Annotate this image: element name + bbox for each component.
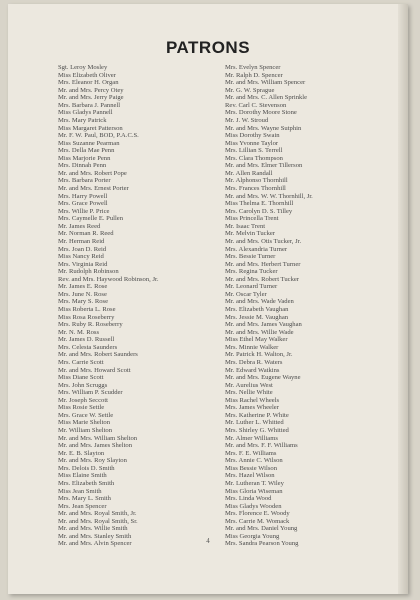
patron-name: Mr. Ralph D. Spencer — [225, 71, 283, 79]
patron-name: Mr. and Mrs. C. Allen Sprinkle — [225, 94, 308, 102]
patron-name: Mr. Alphonso Thornhill — [225, 177, 288, 185]
patron-name: Mr. Herman Reid — [58, 237, 105, 245]
patron-name: Mr. and Mrs. F. F. Williams — [225, 442, 298, 450]
patron-name: Mr. William Shelton — [58, 427, 113, 434]
patron-name: Mrs. Barbara J. Pannell — [58, 101, 121, 109]
patron-name: Miss Gladys Wooden — [225, 502, 282, 510]
patron-name: Mr. and Mrs. James Vaughan — [225, 321, 302, 329]
patron-name: Mrs. Elizabeth Smith — [58, 479, 115, 487]
patron-name: Mr. and Mrs. Herbert Turner — [225, 260, 301, 268]
patron-name: Mr. Edward Watkins — [225, 366, 280, 374]
patron-name: Mr. Patrick H. Walton, Jr. — [225, 351, 293, 359]
patron-name: Mrs. Willie P. Price — [58, 207, 110, 215]
patron-name: Mr. and Mrs. Stanley Smith — [58, 532, 132, 540]
patron-name: Miss Margaret Patterson — [58, 124, 123, 132]
patron-name: Mr. Lutheran T. Wiley — [225, 479, 284, 487]
patron-name: Miss Suzanne Pearman — [58, 139, 120, 147]
patron-name: Mr. J. W. Stroud — [225, 116, 269, 124]
patron-name: Miss Elaine Smith — [58, 472, 107, 480]
patron-name: Mrs. Annie C. Wilson — [225, 457, 283, 465]
patron-name: Mr. Joseph Seccott — [58, 396, 108, 404]
patron-name: Mrs. Regina Tucker — [225, 268, 278, 276]
patron-name: Mr. and Mrs. Willie Smith — [58, 525, 128, 533]
patron-name: Miss Marjorie Penn — [58, 154, 111, 162]
patron-name: Mrs. Eleanor H. Organ — [58, 79, 119, 87]
patron-name: Miss Princella Trent — [225, 215, 279, 223]
patron-name: Mr. and Mrs. Otis Tucker, Jr. — [225, 237, 302, 245]
patron-name: Mrs. June N. Rose — [58, 290, 107, 298]
patron-name: Mr. Norman R. Reed — [58, 230, 114, 238]
patron-name: Mr. and Mrs. James Shelton — [58, 442, 132, 450]
patron-name: Mrs. Carrie M. Womack — [225, 517, 290, 525]
patron-name: Mr. and Mrs. Roy Slayton — [58, 457, 127, 465]
patron-name: Miss Bessie Wilson — [225, 464, 278, 472]
patron-name: Mrs. Delois D. Smith — [58, 464, 115, 472]
patron-name: Mrs. Dorothy Moore Stone — [225, 109, 297, 117]
patron-name: Mrs. Harry Powell — [58, 192, 108, 200]
page-binding-edge — [398, 4, 408, 594]
patron-name: Mr. Leonard Turner — [225, 283, 278, 291]
patron-name: Mr. and Mrs. Jerry Paige — [58, 94, 124, 102]
patron-name: Mr. James Reed — [58, 222, 101, 230]
patron-name: Mr. and Mrs. Robert Saunders — [58, 351, 138, 359]
patron-name: Mr. Rudolph Robinson — [58, 268, 119, 276]
patron-name: Mr. Aurelius West — [225, 381, 273, 389]
patron-name: Mrs. William P. Scudder — [58, 389, 123, 397]
patron-name: Miss Rosa Roseberry — [58, 313, 115, 321]
patron-name: Mrs. John Scruggs — [58, 381, 108, 389]
patron-name: Mrs. Grace Powell — [58, 200, 108, 208]
patron-name: Mr. and Mrs. Royal Smith, Jr. — [58, 510, 137, 518]
patron-name: Mrs. Minnie Walker — [225, 343, 279, 351]
patron-name: Mrs. Lillian S. Terrell — [225, 147, 283, 155]
patron-name: Mrs. Evelyn Spencer — [225, 64, 281, 71]
patron-name: Mrs. Linda Wood — [225, 495, 272, 503]
patron-name: Miss Jean Smith — [58, 487, 102, 495]
patron-name: Mrs. Caymelle E. Pullen — [58, 215, 124, 223]
patron-name: Mrs. Katherine P. White — [225, 411, 289, 419]
patron-name: Mrs. Hazel Wilson — [225, 472, 275, 480]
patron-name: Mrs. Celesta Saunders — [58, 343, 118, 351]
patron-name: Mr. and Mrs. William Shelton — [58, 434, 138, 442]
patrons-left-column — [58, 64, 223, 548]
patron-name: Miss Elizabeth Oliver — [58, 71, 116, 79]
patron-name: Mr. and Mrs. Wayne Sutphin — [225, 124, 302, 132]
patron-name: Miss Diane Scott — [58, 374, 104, 382]
patron-name: Mrs. Joan D. Reid — [58, 245, 107, 253]
page-title: PATRONS — [165, 38, 251, 57]
patron-name: Miss Marie Shelton — [58, 419, 111, 427]
patron-name: Mrs. Alexandria Turner — [225, 245, 288, 253]
patron-name: Mr. and Mrs. W. W. Thornhill, Jr. — [225, 192, 313, 200]
patron-name: Miss Rosie Settle — [58, 404, 105, 412]
patron-name: Mr. and Mrs. Robert Pope — [58, 169, 127, 177]
patron-name: Miss Ethel May Walker — [225, 336, 288, 344]
patron-name: Rev. and Mrs. Haywood Robinson, Jr. — [58, 275, 159, 283]
patron-name: Mrs. Carrie Scott — [58, 358, 104, 366]
patron-name: Mr. Luther L. Whitted — [225, 419, 284, 427]
patron-name: Mr. and Mrs. Daniel Young — [225, 525, 298, 533]
patron-name: Mrs. Mary S. Rose — [58, 298, 109, 306]
patron-name: Mrs. Virginia Reid — [58, 260, 108, 268]
patron-name: Mrs. Jessie M. Vaughan — [225, 313, 289, 321]
patron-name: Mr. N. M. Ross — [58, 328, 100, 336]
patron-name: Mr. and Mrs. William Spencer — [225, 79, 306, 87]
patron-name: Miss Dorothy Swain — [225, 132, 280, 140]
patron-name: Mr. and Mrs. Howard Scott — [58, 366, 131, 374]
patron-name: Miss Gladys Pannell — [58, 109, 113, 117]
patron-name: Mr. and Mrs. Royal Smith, Sr. — [58, 517, 138, 525]
patron-name: Mr. and Mrs. Alvin Spencer — [58, 540, 132, 548]
patron-name: Mrs. Sandra Pearson Young — [225, 540, 299, 548]
patron-name: Miss Yvonne Taylor — [225, 139, 279, 147]
patron-name: Miss Gloria Wiseman — [225, 487, 283, 495]
patron-name: Mr. G. W. Sprague — [225, 86, 275, 94]
patron-name: Mr. Melvin Tucker — [225, 230, 276, 238]
patron-name: Miss Georgia Young — [225, 532, 280, 540]
patron-name: Mrs. Dinnah Penn — [58, 162, 107, 170]
patron-name: Mrs. Della Mae Penn — [58, 147, 115, 155]
patron-name: Miss Nancy Reid — [58, 253, 104, 261]
patron-name: Mrs. Debra R. Waters — [225, 358, 283, 366]
patron-name: Mr. and Mrs. Eugene Wayne — [225, 374, 301, 382]
patron-name: Mr. and Mrs. Robert Tucker — [225, 275, 299, 283]
document-page — [8, 4, 408, 594]
patron-name: Miss Rachel Wheels — [225, 396, 280, 404]
patron-name: Sgt. Leroy Mosley — [58, 64, 108, 71]
patron-name: Mrs. Frances Thornhill — [225, 185, 286, 192]
patron-name: Mrs. Florence E. Woody — [225, 510, 290, 518]
patron-name: Mrs. James Wheeler — [225, 404, 279, 412]
patron-name: Mr. Almer Williams — [225, 434, 278, 442]
patron-name: Mrs. Carolyn D. S. Tilley — [225, 207, 293, 215]
patron-name: Mrs. Mary Patrick — [58, 116, 107, 124]
patron-name: Miss Thelma E. Thornhill — [225, 200, 294, 208]
patron-name: Mrs. Barbara Porter — [58, 177, 111, 185]
patron-name: Mr. Allen Randall — [225, 169, 273, 177]
patron-name: Mr. and Mrs. Wade Vaden — [225, 298, 294, 306]
patron-name: Mr. James D. Russell — [58, 336, 115, 344]
patron-name: Mrs. Grace W. Settle — [58, 411, 114, 419]
patron-name: Mr. James E. Rose — [58, 283, 108, 291]
patron-name: Mrs. Clara Thompson — [225, 154, 283, 162]
patrons-right-column — [225, 64, 390, 548]
patron-name: Mrs. F. E. Williams — [225, 449, 277, 457]
page-number: 4 — [206, 537, 210, 545]
patron-name: Mr. Isaac Trent — [225, 222, 266, 230]
patron-name: Mrs. Nellie White — [225, 389, 273, 397]
patron-name: Mr. and Mrs. Willie Wade — [225, 328, 294, 336]
patron-name: Mrs. Mary L. Smith — [58, 495, 111, 503]
patron-name: Rev. Carl C. Stevenson — [225, 101, 287, 109]
patron-name: Mr. and Mrs. Percy Otey — [58, 86, 124, 94]
patron-name: Mrs. Bessie Turner — [225, 253, 276, 261]
patron-name: Mrs. Jean Spencer — [58, 502, 107, 510]
patron-name: Mrs. Elizabeth Vaughan — [225, 306, 289, 313]
patron-name: Mrs. Ruby R. Roseberry — [58, 321, 123, 329]
patron-name: Mr. E. B. Slayton — [58, 449, 105, 457]
patron-name: Mr. F. W. Paul, BOD, P.A.C.S. — [58, 132, 139, 140]
patron-name: Mrs. Shirley G. Whitted — [225, 427, 289, 434]
patron-name: Mr. and Mrs. Elmer Tillerson — [225, 162, 303, 170]
patron-name: Miss Roberta L. Rose — [58, 306, 116, 313]
patron-name: Mr. Oscar Tyler — [225, 290, 267, 298]
patron-name: Mr. and Mrs. Ernest Porter — [58, 185, 129, 192]
